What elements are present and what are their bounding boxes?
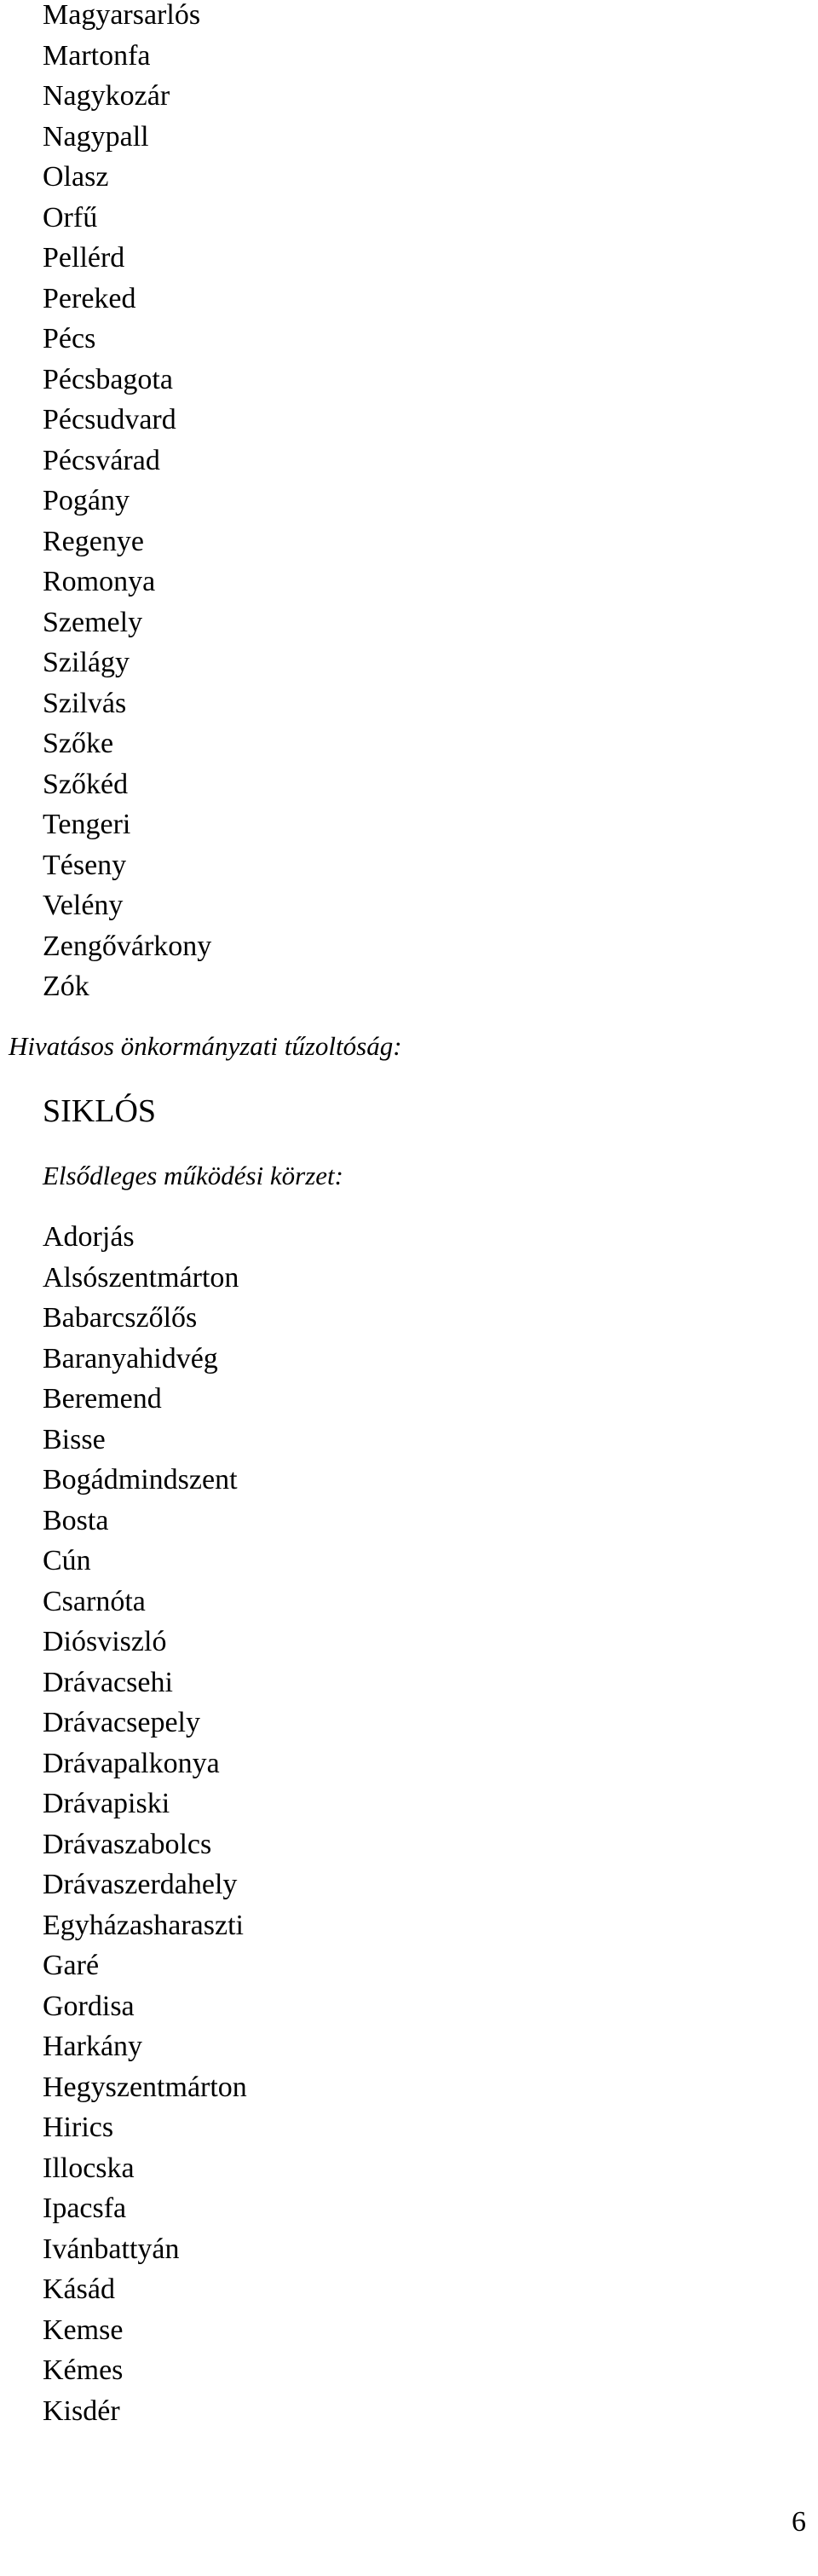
list-item: Tengeri <box>43 809 131 840</box>
list-item: Cún <box>43 1545 91 1576</box>
list-item: Kemse <box>43 2314 124 2346</box>
list-item: Bosta <box>43 1504 109 1536</box>
list-item: Bogádmindszent <box>43 1464 238 1495</box>
list-item: Szőkéd <box>43 768 129 800</box>
list-item: Téseny <box>43 849 127 881</box>
settlement-list-bottom <box>43 1217 247 2431</box>
primary-area-label: Elsődleges működési körzet: <box>43 1161 343 1190</box>
list-item: Harkány <box>43 2031 143 2062</box>
list-item: Adorjás <box>43 1221 135 1253</box>
list-item: Kisdér <box>43 2394 120 2427</box>
list-item: Drávaszerdahely <box>43 1869 238 1900</box>
station-name: SIKLÓS <box>43 1093 157 1129</box>
list-item: Csarnóta <box>43 1585 146 1617</box>
list-item: Beremend <box>43 1383 162 1415</box>
list-item: Diósviszló <box>43 1626 167 1657</box>
list-item: Zengővárkony <box>43 930 212 962</box>
list-item: Orfű <box>43 201 98 233</box>
list-item: Pogány <box>43 485 130 516</box>
list-item: Romonya <box>43 566 156 597</box>
list-item: Babarcszőlős <box>43 1302 198 1334</box>
list-item: Gordisa <box>43 1990 135 2022</box>
list-item: Zók <box>43 971 89 1002</box>
list-item: Ipacsfa <box>43 2193 127 2224</box>
list-item: Garé <box>43 1950 100 1981</box>
list-item: Pécsvárad <box>43 444 160 476</box>
list-item: Szemely <box>43 606 143 638</box>
list-item: Pellérd <box>43 242 125 274</box>
settlement-list-top <box>43 0 211 1007</box>
list-item: Pécsbagota <box>43 363 173 395</box>
list-item: Velény <box>43 890 124 921</box>
list-item: Szilvás <box>43 687 127 719</box>
list-item: Szőke <box>43 728 114 759</box>
page-number: 6 <box>792 2506 806 2538</box>
list-item: Baranyahidvég <box>43 1342 218 1374</box>
list-item: Martonfa <box>43 39 151 72</box>
list-item: Egyházasharaszti <box>43 1909 244 1941</box>
list-item: Hirics <box>43 2112 114 2143</box>
list-item: Pécsudvard <box>43 404 176 435</box>
list-item: Regenye <box>43 525 144 557</box>
list-item: Nagykozár <box>43 80 170 112</box>
list-item: Magyarsarlós <box>43 0 201 31</box>
list-item: Bisse <box>43 1423 106 1455</box>
list-item: Drávacsepely <box>43 1707 201 1738</box>
list-item: Hegyszentmárton <box>43 2071 247 2103</box>
list-item: Alsószentmárton <box>43 1261 239 1294</box>
list-item: Ivánbattyán <box>43 2233 180 2265</box>
list-item: Illocska <box>43 2152 135 2184</box>
list-item: Kásád <box>43 2273 115 2305</box>
section-heading: Hivatásos önkormányzati tűzoltóság: <box>9 1031 402 1061</box>
list-item: Drávapalkonya <box>43 1747 220 1779</box>
list-item: Szilágy <box>43 647 130 678</box>
list-item: Pereked <box>43 282 136 314</box>
list-item: Pécs <box>43 323 96 354</box>
list-item: Drávacsehi <box>43 1666 173 1698</box>
list-item: Nagypall <box>43 120 149 153</box>
list-item: Drávapiski <box>43 1788 170 1819</box>
list-item: Drávaszabolcs <box>43 1828 212 1860</box>
list-item: Kémes <box>43 2354 124 2386</box>
list-item: Olasz <box>43 161 109 193</box>
